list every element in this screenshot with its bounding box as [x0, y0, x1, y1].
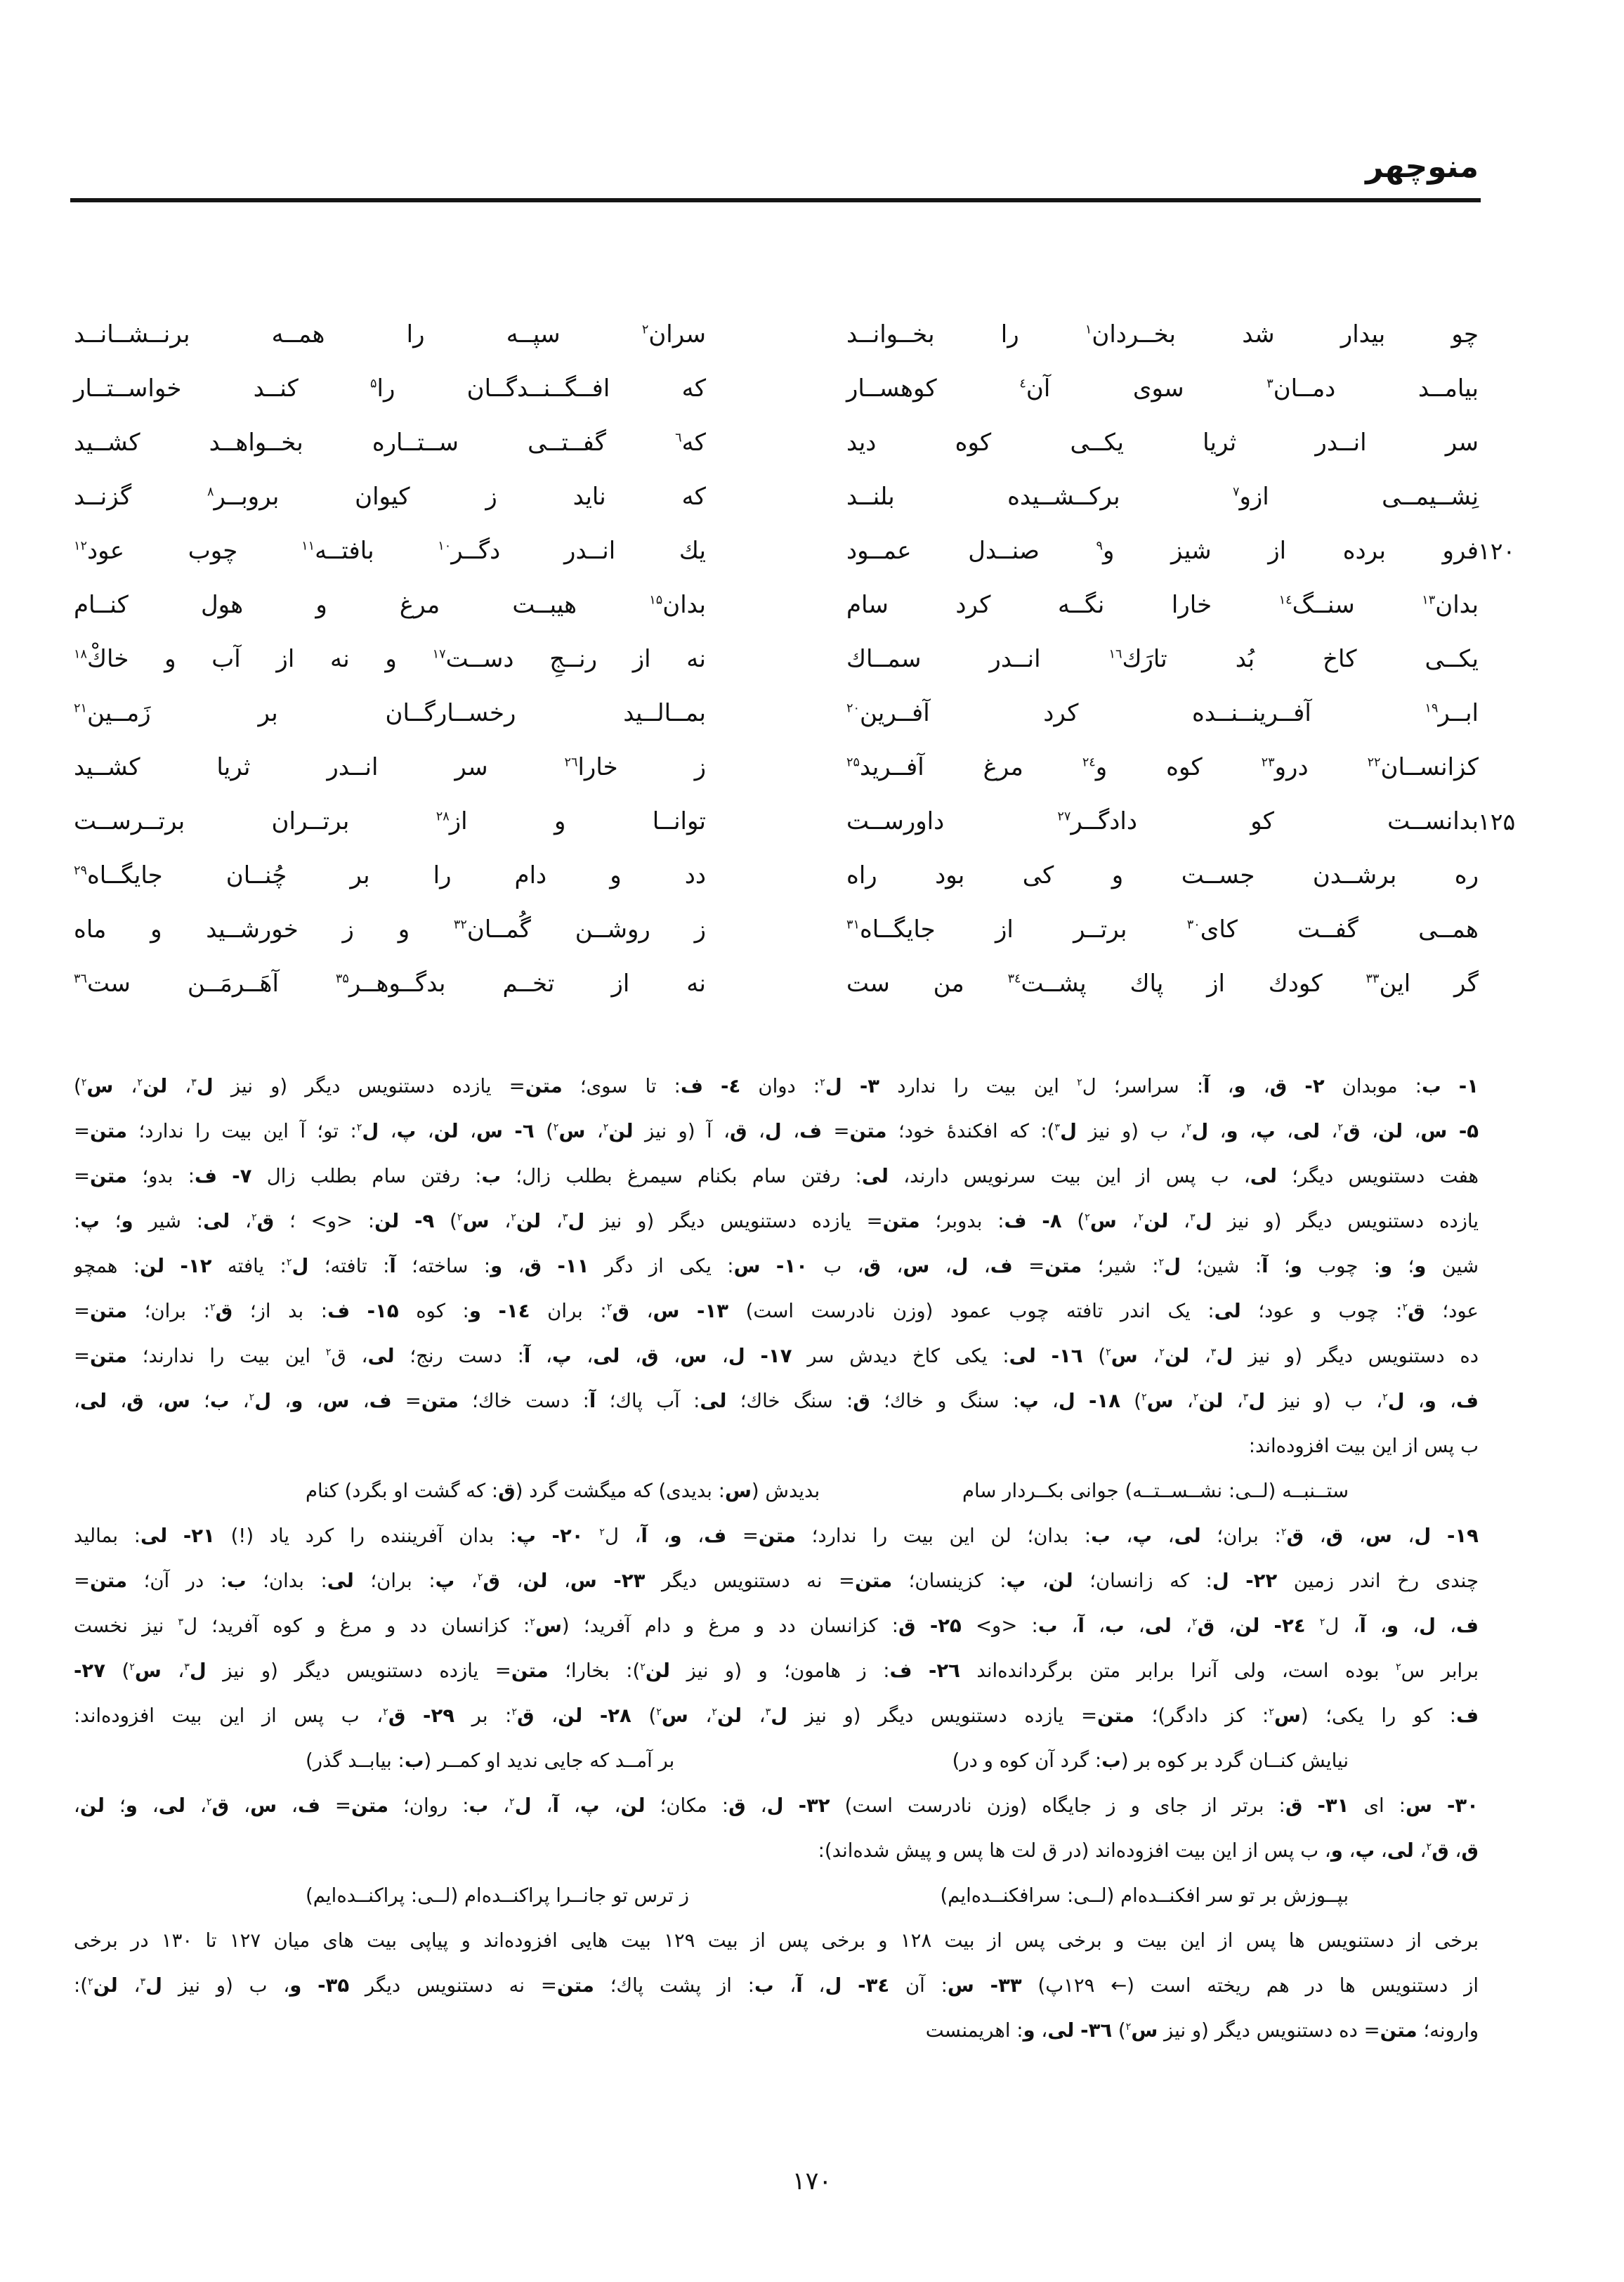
apparatus-line: ٣٠- س: ای ٣١- ق: برتر از جای و ز جایگاه (وزن نادرست است) ٣٢- ل، ق: مکان؛ لن، پ، آ، ل$^٢$، ب: روان؛ متن= ف، س، ق$^٢$، لی، و؛ لن، [74, 1794, 1479, 1817]
hemistich-second: كه نايد ز كيوان بروبــر$^٨$ گزنــد [74, 483, 706, 511]
hemistich-first: همــى گفــت كاى$^{٣٠}$ برتــر از جايگــاه$^{٣١}$ [846, 915, 1479, 944]
apparatus-line: ۵- س، لن، ق$^٢$، لی، پ، و، ل$^٢$، ب (و نیز ل$^٣$): که افکندهٔ خود؛ متن= ف، ل، ق، آ (و نیز لن$^٢$، س$^٢$) ٦- س، لن، پ، ل$^٢$: تو؛ آ این بیت را ندارد؛ متن= [74, 1120, 1479, 1142]
quoted-hemistich-first: بپــوزش بر تو سر افكنــده‌ام (لــی: سرافكنــده‌ایم) [940, 1884, 1349, 1907]
verse-row [74, 470, 1479, 524]
apparatus-line: عود؛ ق$^٢$: چوب و عود؛ لی: یک اندر تافته چوب عمود (وزن نادرست است) ١٣- س، ق$^٢$: بران ١٤- و: کوه ١۵- ف: بد از؛ ق$^٢$: بران؛ متن= [74, 1300, 1479, 1322]
hemistich-first: ره برشــدن جســت و كى بود راه [846, 861, 1479, 889]
hemistich-first: فرو برده از شيز و$^٩$ صنــدل عمــود [846, 537, 1479, 565]
apparatus-line: ف، و، ل$^٢$، ب (و نیز ل$^٣$، لن$^٢$، س$^٢$) ١٨- ل، پ: سنگ و خاك؛ ق: سنگ خاك؛ لی: آب پاك؛ آ: دست خاك؛ متن= ف، س، و، ل$^٢$، ب؛ س، ق، لی، [74, 1390, 1479, 1412]
hemistich-second: نه از تخــم بدگــوهــر$^{٣۵}$ آهَــرمَــن ست$^{٣٦}$ [74, 970, 706, 998]
apparatus-line: یازده دستنویس دیگر (و نیز ل$^٣$، لن$^٢$، س$^٢$) ٨- ف: بدوبر؛ متن= یازده دستنویس دیگر (و نیز ل$^٣$، لن$^٢$، س$^٢$) ٩- لن: <و> ؛ ق$^٢$، لی: شیر و؛ پ: [74, 1210, 1479, 1232]
hemistich-second: توانــا و از$^{٢٨}$ برتــران برتــرســت [74, 807, 706, 835]
verse-row [74, 524, 1479, 578]
apparatus-line: برخی از دستنویس ها پس از این بیت و برخی پس از بیت ١٢٨ و برخی پس از بیت ١٢٩ بیت هایی افزوده‌اند و پیاپی بیت های میان ١٢٧ تا ١٣٠ در برخی [74, 1929, 1479, 1952]
apparatus-quoted-verse [74, 1873, 1479, 1918]
apparatus-line: ١٩- ل، س، ق، ق$^٢$: بران؛ لی، پ، ب: بدان؛ لن این بیت را ندارد؛ متن= ف، و، آ، ل$^٢$ ٢٠- پ: بدان آفریننده را کرد یاد (!) ٢١- لی: بمالید [74, 1525, 1479, 1547]
apparatus-line: ق، ق$^٢$، لی، پ، و، ب پس از این بیت افزوده‌اند (در ق لت ها پس و پیش شده‌اند): [818, 1839, 1479, 1862]
hemistich-first: نِشــيمــى ازو$^٧$ بركــشــيده بلنــد [846, 483, 1479, 511]
hemistich-first: بدانســت كو دادگــر$^{٢٧}$ داورســت [846, 807, 1479, 835]
apparatus-line: شین و؛ و: چوب و؛ آ: شین؛ ل$^٢$: شیر؛ متن= ف، ل، س، ق، ب ١٠- س: یکی از دگر ١١- ق، و: ساخته؛ آ: تافته؛ ل$^٢$: یافته ١٢- لن: همچو [74, 1255, 1479, 1277]
verse-row [74, 416, 1479, 470]
verse-number: ١٢۵ [1478, 808, 1516, 835]
header-rule [70, 198, 1481, 202]
hemistich-second: بمــالــيد رخســارگــان بر زَمــين$^{٢١}$ [74, 699, 706, 727]
verse-row [74, 362, 1479, 416]
verse-row [74, 957, 1479, 1011]
verse-row [74, 741, 1479, 795]
hemistich-first: گر اين$^{٣٣}$ كودك از پاك پشــت$^{٣٤}$ من ست [846, 970, 1479, 998]
hemistich-first: بيامــد دمــان$^٣$ سوى آن$^٤$ كوهســار [846, 374, 1479, 403]
apparatus-line: ده دستنویس دیگر (و نیز ل$^٣$، لن$^٢$، س$^٢$) ١٦- لی: یکی کاخ دیدش سر ١٧- ل، س، ق، لی، پ، آ: دست رنج؛ لی، ق$^٢$ این بیت را ندارند؛ متن= [74, 1345, 1479, 1367]
apparatus-line: ب پس از این بیت افزوده‌اند: [1248, 1435, 1479, 1457]
quoted-hemistich-first: ستــنبــه (لــی: نشــســتــه) جوانی بكــردار سام [962, 1480, 1349, 1502]
quoted-hemistich-second: بر آمــد كه جایی ندید او كمــر (ب: بیابــد گذر) [306, 1749, 675, 1772]
apparatus-line: برابر س$^٢$ بوده است، ولی آنرا برابر متن برگردانده‌اند ٢٦- ف: ز هامون؛ و (و نیز لن$^٢$): بخارا؛ متن= یازده دستنویس دیگر (و نیز ل$^٣$، س$^٢$) ٢٧- [74, 1660, 1479, 1682]
verse-number: ١٢٠ [1478, 537, 1516, 565]
verse-row [74, 308, 1479, 362]
hemistich-first: كزانســان$^{٢٢}$ درو$^{٢٣}$ كوه و$^{٢٤}$ مرغ آفــريد$^{٢۵}$ [846, 753, 1479, 781]
apparatus-line: ١- ب: موبدان ٢- ق، و، آ: سراسر؛ ل$^٢$ این بیت را ندارد ٣- ل$^٢$: دوان ٤- ف: تا سوی؛ متن= یازده دستنویس دیگر (و نیز ل$^٣$، لن$^٢$، س$^٢$) [74, 1075, 1479, 1097]
hemistich-second: يك انــدر دگــر$^{١٠}$ بافتــه$^{١١}$ چوب عود$^{١٢}$ [74, 537, 707, 565]
quoted-hemistich-first: نیایش كنــان گرد بر كوه بر (ب: گرد آن كوه و در) [952, 1749, 1349, 1772]
apparatus-line: هفت دستنویس دیگر؛ لی، ب پس از این بیت سرنویس دارند، لی: رفتن سام بکنام سیمرغ بطلب زال؛ ب: رفتن سام بطلب زال ٧- ف: بدو؛ متن= [74, 1165, 1479, 1187]
hemistich-second: نه از رنــجِ دســت$^{١٧}$ و نه از آب و خاكْ$^{١٨}$ [74, 645, 706, 673]
running-head-chapter-title: منوچهر [1366, 149, 1479, 185]
hemistich-second: بدان$^{١۵}$ هيبــت مرغ و هول كنــام [74, 591, 706, 619]
quoted-hemistich-second: ز ترس تو جانــرا پراكنــده‌ام (لــی: پراكنــده‌ایم) [306, 1884, 689, 1907]
verse-row [74, 903, 1479, 957]
hemistich-second: كه$^٦$ گفــتــى ســتــاره بخــواهــد كشــيد [74, 429, 706, 457]
apparatus-line: چندی رخ اندر زمین ٢٢- ل: که زانسان؛ لن، پ: کزینسان؛ متن= نه دستنویس دیگر ٢٣- س، لن، ق$^٢$، پ: بران؛ لی: بدان؛ ب: در آن؛ متن= [74, 1570, 1479, 1592]
apparatus-quoted-verse [74, 1468, 1479, 1513]
apparatus-line: ف: کو را یکی؛ (س$^٢$: کز دادگر)؛ متن= یازده دستنویس دیگر (و نیز ل$^٣$، لن$^٢$، س$^٢$) ٢٨- لن، ق$^٢$: بر ٢٩- ق$^٢$، ب پس از این بیت افزوده‌اند: [74, 1704, 1479, 1727]
critical-apparatus [74, 1064, 1479, 2053]
verse-row [74, 795, 1479, 849]
hemistich-second: ز روشــن گُمــان$^{٣٢}$ و ز خورشــيد و ماه [74, 915, 706, 944]
poem-columns [74, 308, 1479, 1011]
hemistich-second: سران$^٢$ سپــه را همــه برنــشــانــد [74, 320, 706, 348]
hemistich-second: كه افــگــنــدگــان را$^۵$ كنــد خواســتــار [74, 374, 706, 403]
apparatus-line: ف، ل، و، آ، ل$^٢$ ٢٤- لن، ق$^٢$، لی، ب، آ، ب: <و> ٢۵- ق: کزانسان دد و مرغ و دام آفرید؛ (س$^٢$: کزانسان دد و مرغ و کوه آفرید؛ ل$^٣$ نیز نخست [74, 1615, 1479, 1637]
hemistich-second: ز خارا$^{٢٦}$ سر انــدر ثريا كشــيد [74, 753, 706, 781]
verse-row [74, 849, 1479, 903]
apparatus-quoted-verse [74, 1738, 1479, 1783]
apparatus-line: وارونه؛ متن= ده دستنویس دیگر (و نیز س$^٢$) ٣٦- لی، و: اهریمنست [925, 2019, 1479, 2042]
apparatus-line: از دستنویس ها در هم ریخته است (← ١٢٩پ) ٣٣- س: آن ٣٤- ل، آ، ب: از پشت پاك؛ متن= نه دستنویس دیگر ٣۵- و، ب (و نیز ل$^٣$، لن$^٢$): [74, 1974, 1479, 1997]
hemistich-first: بدان$^{١٣}$ سنــگ$^{١٤}$ خارا نگــه كرد سام [846, 591, 1479, 619]
hemistich-first: ابــر$^{١٩}$ آفــرينــنــده كرد آفــرين$^{٢٠}$ [846, 699, 1479, 727]
quoted-hemistich-second: بدیدش (س: بدیدی) که میگشت گرد (ق: که گشت او بگرد) کنام [306, 1480, 820, 1502]
hemistich-first: چو بيدار شد بخــردان$^١$ را بخــوانــد [846, 320, 1479, 348]
hemistich-first: يكــى كاخ بُد تارَك$^{١٦}$ انــدر سمــاك [846, 645, 1479, 673]
verse-row [74, 578, 1479, 632]
verse-row [74, 632, 1479, 686]
verse-row [74, 686, 1479, 741]
hemistich-first: سر انــدر ثريا يكــى كوه ديد [846, 429, 1479, 457]
hemistich-second: دد و دام را بر چُنــان جايگــاه$^{٢٩}$ [74, 861, 706, 889]
page-number: ١٧٠ [792, 2167, 832, 2196]
